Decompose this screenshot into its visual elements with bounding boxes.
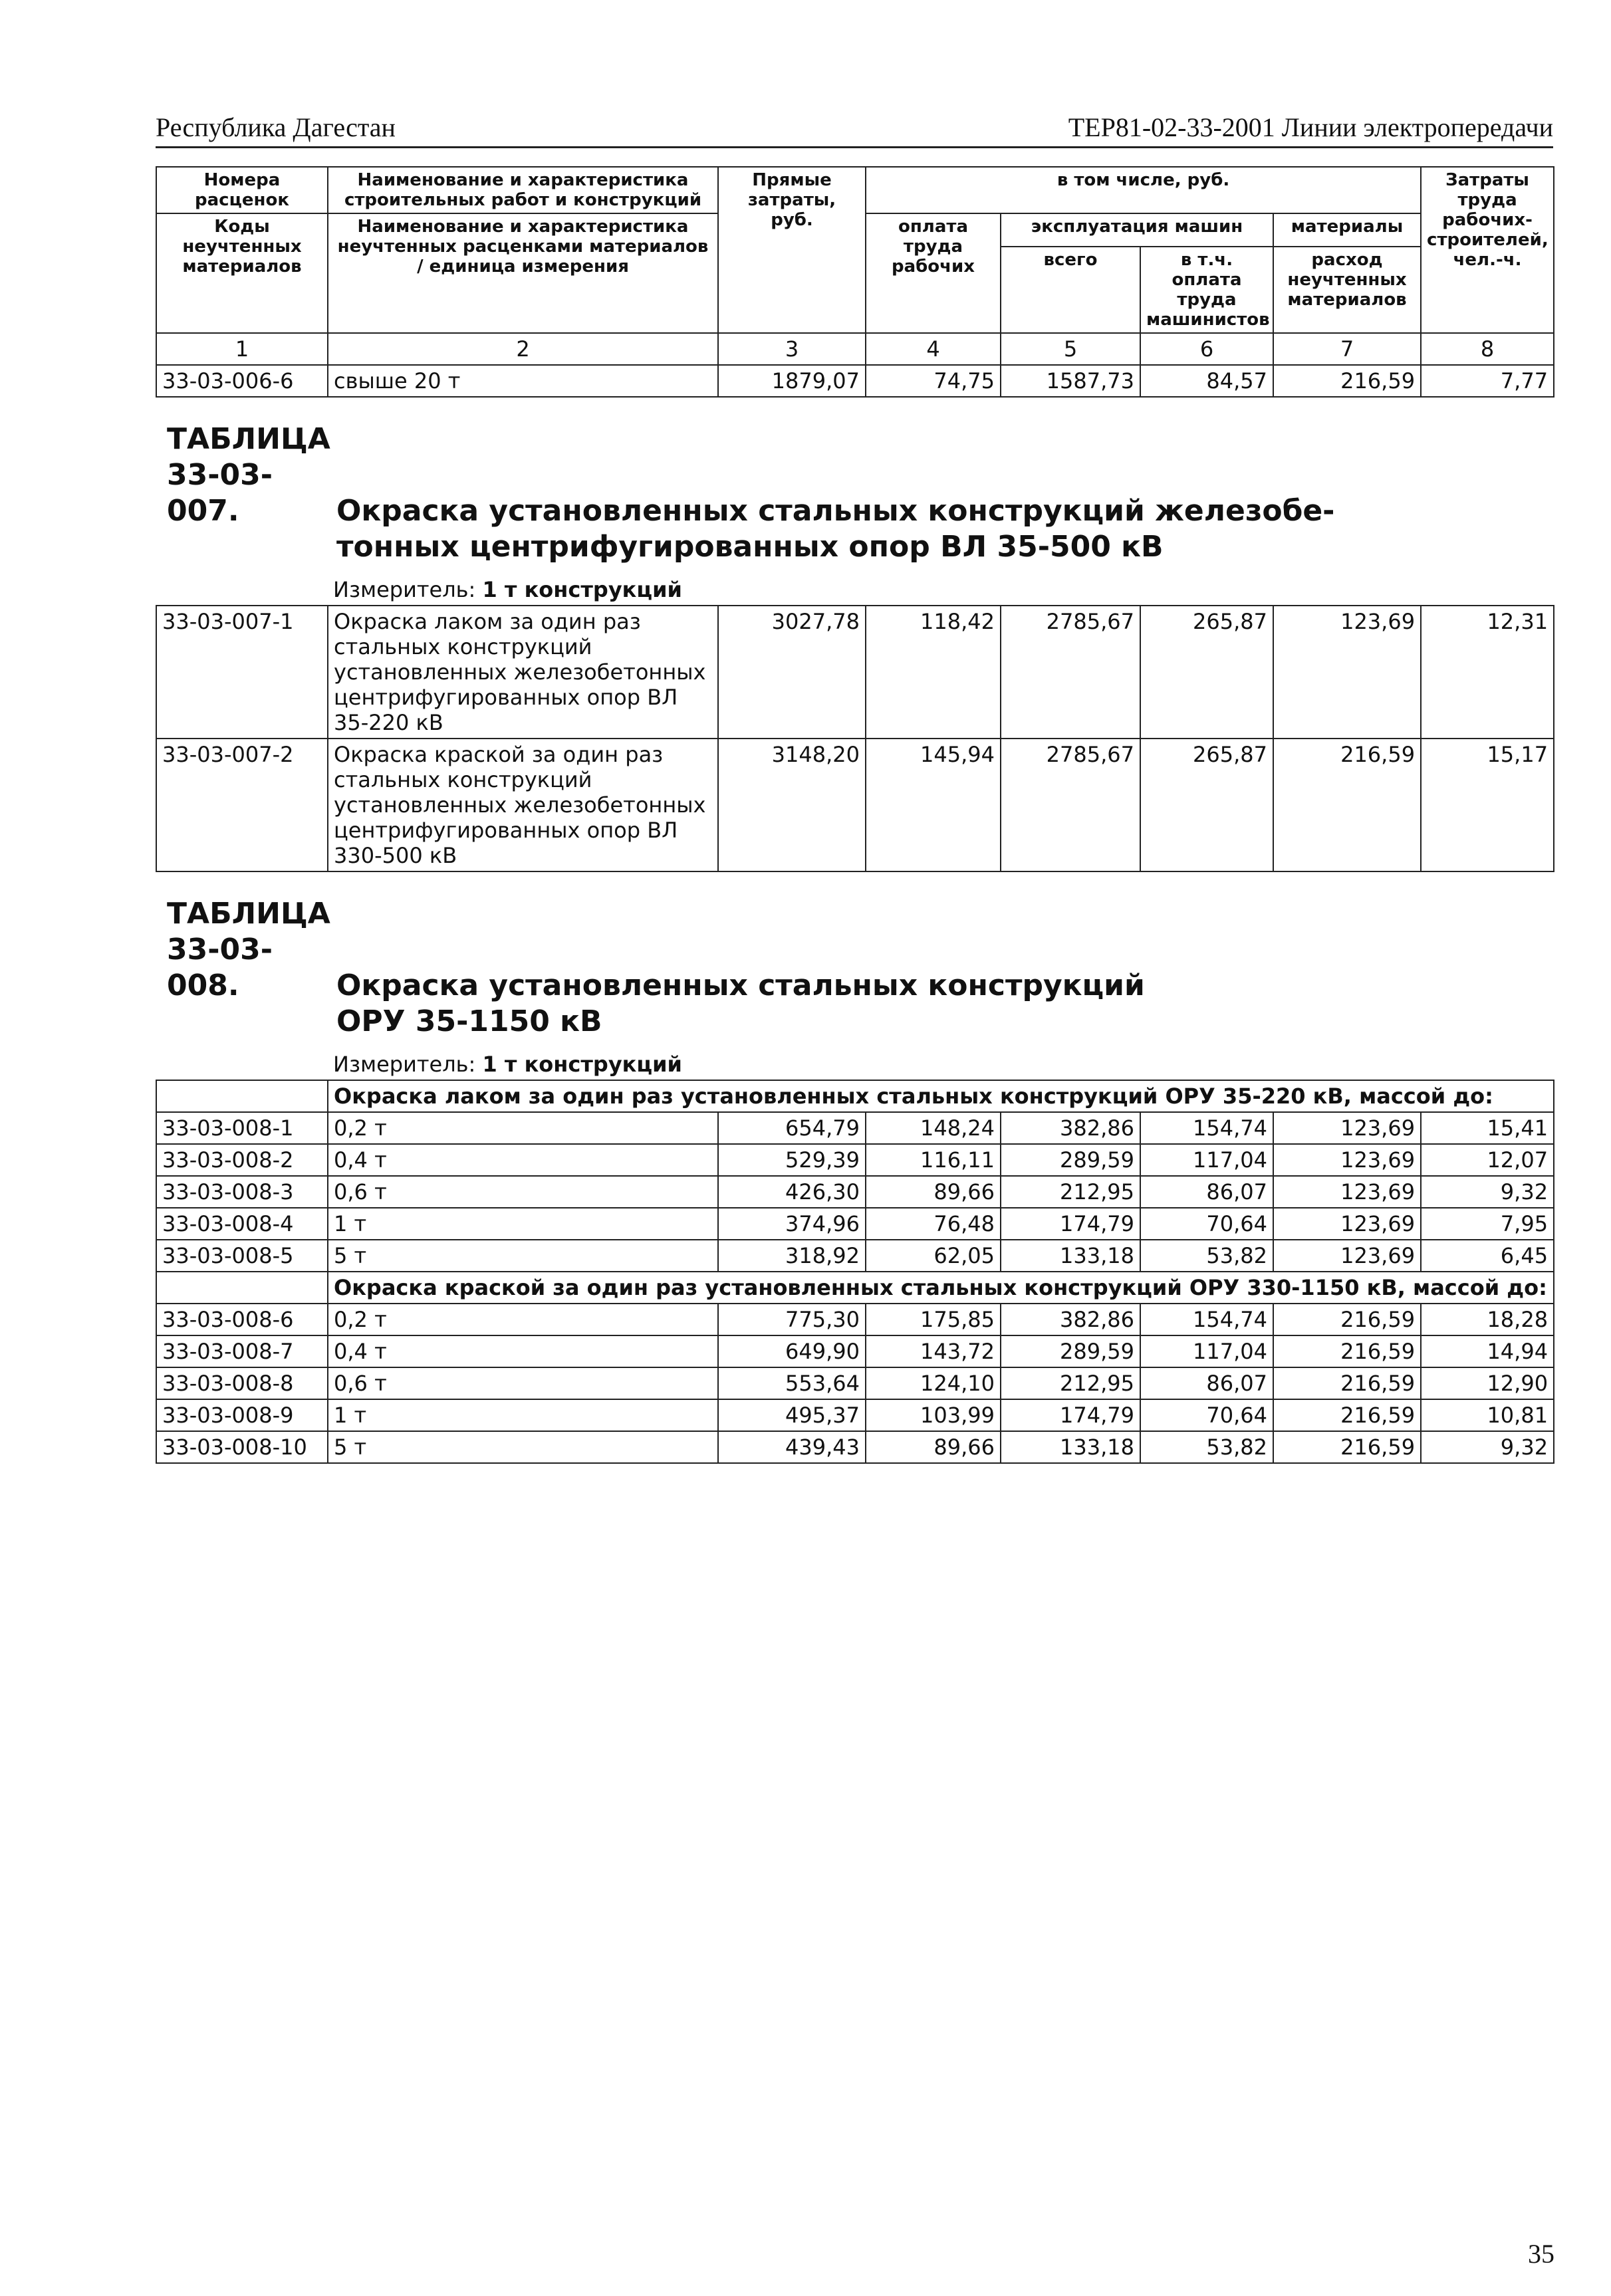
materials-cost: 216,59 [1273, 1304, 1421, 1335]
machine-costs: 133,18 [1001, 1431, 1140, 1463]
machine-costs: 382,86 [1001, 1304, 1140, 1335]
meter-label: Измеритель: [333, 1052, 476, 1077]
region-name: Республика Дагестан [156, 112, 396, 142]
direct-costs: 439,43 [718, 1431, 866, 1463]
labor-hours: 15,17 [1421, 739, 1554, 871]
rate-code: 33-03-008-5 [156, 1240, 328, 1272]
table-number: ТАБЛИЦА 33-03-007. [167, 422, 330, 528]
machine-costs: 133,18 [1001, 1240, 1140, 1272]
document-code: ТЕР81-02-33-2001 Линии электропередачи [1068, 112, 1553, 142]
labor-hours: 9,32 [1421, 1431, 1554, 1463]
work-description: свыше 20 т [328, 365, 718, 397]
direct-costs: 649,90 [718, 1335, 866, 1367]
direct-costs: 318,92 [718, 1240, 866, 1272]
col-machines: эксплуатация машин [1001, 213, 1273, 247]
table-title [167, 421, 1549, 565]
work-description: 0,4 т [328, 1144, 718, 1176]
labor-hours: 6,45 [1421, 1240, 1554, 1272]
worker-wages: 124,10 [866, 1367, 1001, 1399]
labor-hours: 10,81 [1421, 1399, 1554, 1431]
measurement-unit [328, 1049, 1554, 1080]
table-008-title [156, 871, 1554, 1112]
worker-wages: 143,72 [866, 1335, 1001, 1367]
meter-value: 1 т конструкций [482, 1052, 682, 1077]
machine-costs: 174,79 [1001, 1208, 1140, 1240]
table-row [156, 1144, 1554, 1176]
col-materials-unaccounted: расход неучтенных материалов [1273, 247, 1421, 333]
rate-code: 33-03-008-2 [156, 1144, 328, 1176]
machinist-wages: 53,82 [1140, 1240, 1273, 1272]
machinist-wages: 84,57 [1140, 365, 1273, 397]
work-description: 5 т [328, 1431, 718, 1463]
work-description: 0,2 т [328, 1112, 718, 1144]
machine-costs: 382,86 [1001, 1112, 1140, 1144]
machine-costs: 212,95 [1001, 1176, 1140, 1208]
rate-code: 33-03-007-2 [156, 739, 328, 871]
materials-cost: 216,59 [1273, 1335, 1421, 1367]
rate-code: 33-03-008-4 [156, 1208, 328, 1240]
labor-hours: 7,77 [1421, 365, 1554, 397]
work-description: Окраска краской за один раз стальных конструкций установленных железобетонных центрифугированных опор ВЛ 330-500 кВ [328, 739, 718, 871]
labor-hours: 12,07 [1421, 1144, 1554, 1176]
table-title-text: Окраска установленных стальных конструкций [336, 969, 1145, 1002]
direct-costs: 495,37 [718, 1399, 866, 1431]
direct-costs: 3148,20 [718, 739, 866, 871]
worker-wages: 74,75 [866, 365, 1001, 397]
table-number: ТАБЛИЦА 33-03-008. [167, 897, 330, 1002]
meter-value: 1 т конструкций [482, 577, 682, 602]
direct-costs: 529,39 [718, 1144, 866, 1176]
col-including: в том числе, руб. [866, 167, 1421, 213]
col-name-top: Наименование и характеристика строительных работ и конструкций [328, 167, 718, 213]
direct-costs: 3027,78 [718, 606, 866, 739]
table-row [156, 1367, 1554, 1399]
col-index: 4 [866, 333, 1001, 365]
labor-hours: 12,90 [1421, 1367, 1554, 1399]
group-heading: Окраска краской за один раз установленных стальных конструкций ОРУ 330-1150 кВ, массой до: [328, 1272, 1554, 1304]
work-description: Окраска лаком за один раз стальных конструкций установленных железобетонных центрифугированных опор ВЛ 35-220 кВ [328, 606, 718, 739]
materials-cost: 123,69 [1273, 1208, 1421, 1240]
machinist-wages: 154,74 [1140, 1304, 1273, 1335]
col-index: 3 [718, 333, 866, 365]
worker-wages: 103,99 [866, 1399, 1001, 1431]
machine-costs: 1587,73 [1001, 365, 1140, 397]
labor-hours: 15,41 [1421, 1112, 1554, 1144]
col-direct-costs: Прямые затраты, руб. [718, 167, 866, 333]
rates-table [156, 166, 1554, 1464]
direct-costs: 553,64 [718, 1367, 866, 1399]
table-008-group2 [156, 1272, 1554, 1304]
table-row [156, 1176, 1554, 1208]
col-index: 8 [1421, 333, 1554, 365]
machinist-wages: 117,04 [1140, 1335, 1273, 1367]
materials-cost: 123,69 [1273, 606, 1421, 739]
rate-code: 33-03-008-7 [156, 1335, 328, 1367]
machine-costs: 212,95 [1001, 1367, 1140, 1399]
machinist-wages: 86,07 [1140, 1367, 1273, 1399]
work-description: 0,6 т [328, 1367, 718, 1399]
materials-cost: 216,59 [1273, 365, 1421, 397]
table-007-rows [156, 606, 1554, 871]
direct-costs: 426,30 [718, 1176, 866, 1208]
col-machines-total: всего [1001, 247, 1140, 333]
labor-hours: 7,95 [1421, 1208, 1554, 1240]
materials-cost: 123,69 [1273, 1112, 1421, 1144]
table-row [156, 1304, 1554, 1335]
measurement-unit [328, 574, 1554, 606]
col-index: 7 [1273, 333, 1421, 365]
materials-cost: 216,59 [1273, 739, 1421, 871]
col-machinists-wages: в т.ч. оплата труда машинистов [1140, 247, 1273, 333]
page-header [156, 112, 1553, 148]
worker-wages: 89,66 [866, 1176, 1001, 1208]
column-index-row [156, 333, 1554, 365]
rate-code: 33-03-008-9 [156, 1399, 328, 1431]
machinist-wages: 70,64 [1140, 1399, 1273, 1431]
rate-code: 33-03-008-1 [156, 1112, 328, 1144]
col-name-bottom: Наименование и характеристика неучтенных расценками материалов / единица измерения [328, 213, 718, 333]
work-description: 0,6 т [328, 1176, 718, 1208]
machinist-wages: 117,04 [1140, 1144, 1273, 1176]
labor-hours: 14,94 [1421, 1335, 1554, 1367]
table-row [156, 365, 1554, 397]
table-title-continuation: тонных центрифугированных опор ВЛ 35-500 кВ [336, 530, 1164, 564]
work-description: 1 т [328, 1399, 718, 1431]
col-code-top: Номера расценок [156, 167, 328, 213]
worker-wages: 76,48 [866, 1208, 1001, 1240]
direct-costs: 1879,07 [718, 365, 866, 397]
group-heading: Окраска лаком за один раз установленных стальных конструкций ОРУ 35-220 кВ, массой до: [328, 1080, 1554, 1112]
materials-cost: 123,69 [1273, 1240, 1421, 1272]
col-index: 1 [156, 333, 328, 365]
rate-code: 33-03-008-8 [156, 1367, 328, 1399]
table-007-title [156, 397, 1554, 606]
machine-costs: 289,59 [1001, 1144, 1140, 1176]
rate-code: 33-03-008-3 [156, 1176, 328, 1208]
col-code-bottom: Коды неучтенных материалов [156, 213, 328, 333]
page-number: 35 [1528, 2239, 1554, 2269]
col-materials: материалы [1273, 213, 1421, 247]
rate-code: 33-03-008-6 [156, 1304, 328, 1335]
col-wages: оплата труда рабочих [866, 213, 1001, 333]
direct-costs: 654,79 [718, 1112, 866, 1144]
direct-costs: 374,96 [718, 1208, 866, 1240]
table-title [167, 896, 1549, 1040]
rate-code: 33-03-006-6 [156, 365, 328, 397]
materials-cost: 216,59 [1273, 1431, 1421, 1463]
worker-wages: 148,24 [866, 1112, 1001, 1144]
materials-cost: 216,59 [1273, 1399, 1421, 1431]
work-description: 0,4 т [328, 1335, 718, 1367]
table-header [156, 167, 1554, 365]
materials-cost: 123,69 [1273, 1176, 1421, 1208]
machine-costs: 289,59 [1001, 1335, 1140, 1367]
table-title-text: Окраска установленных стальных конструкций железобе- [336, 494, 1335, 528]
col-index: 2 [328, 333, 718, 365]
table-row [156, 739, 1554, 871]
work-description: 5 т [328, 1240, 718, 1272]
labor-hours: 12,31 [1421, 606, 1554, 739]
table-row [156, 1112, 1554, 1144]
table-row [156, 606, 1554, 739]
machinist-wages: 154,74 [1140, 1112, 1273, 1144]
materials-cost: 123,69 [1273, 1144, 1421, 1176]
table-row [156, 1335, 1554, 1367]
col-index: 6 [1140, 333, 1273, 365]
rate-code: 33-03-008-10 [156, 1431, 328, 1463]
table-006-rows [156, 365, 1554, 397]
machinist-wages: 265,87 [1140, 739, 1273, 871]
worker-wages: 116,11 [866, 1144, 1001, 1176]
labor-hours: 18,28 [1421, 1304, 1554, 1335]
work-description: 0,2 т [328, 1304, 718, 1335]
table-row [156, 1399, 1554, 1431]
table-008-rows-paint [156, 1304, 1554, 1463]
table-title-continuation: ОРУ 35-1150 кВ [336, 1004, 602, 1038]
meter-label: Измеритель: [333, 577, 476, 602]
machine-costs: 2785,67 [1001, 739, 1140, 871]
machinist-wages: 86,07 [1140, 1176, 1273, 1208]
worker-wages: 118,42 [866, 606, 1001, 739]
labor-hours: 9,32 [1421, 1176, 1554, 1208]
rate-code: 33-03-007-1 [156, 606, 328, 739]
work-description: 1 т [328, 1208, 718, 1240]
col-labor: Затраты труда рабочих-строителей, чел.-ч. [1421, 167, 1554, 333]
direct-costs: 775,30 [718, 1304, 866, 1335]
machine-costs: 2785,67 [1001, 606, 1140, 739]
worker-wages: 89,66 [866, 1431, 1001, 1463]
machine-costs: 174,79 [1001, 1399, 1140, 1431]
table-008-rows-lacquer [156, 1112, 1554, 1272]
table-row [156, 1431, 1554, 1463]
table-row [156, 1240, 1554, 1272]
col-index: 5 [1001, 333, 1140, 365]
worker-wages: 145,94 [866, 739, 1001, 871]
machinist-wages: 53,82 [1140, 1431, 1273, 1463]
table-row [156, 1208, 1554, 1240]
worker-wages: 62,05 [866, 1240, 1001, 1272]
materials-cost: 216,59 [1273, 1367, 1421, 1399]
worker-wages: 175,85 [866, 1304, 1001, 1335]
machinist-wages: 265,87 [1140, 606, 1273, 739]
machinist-wages: 70,64 [1140, 1208, 1273, 1240]
